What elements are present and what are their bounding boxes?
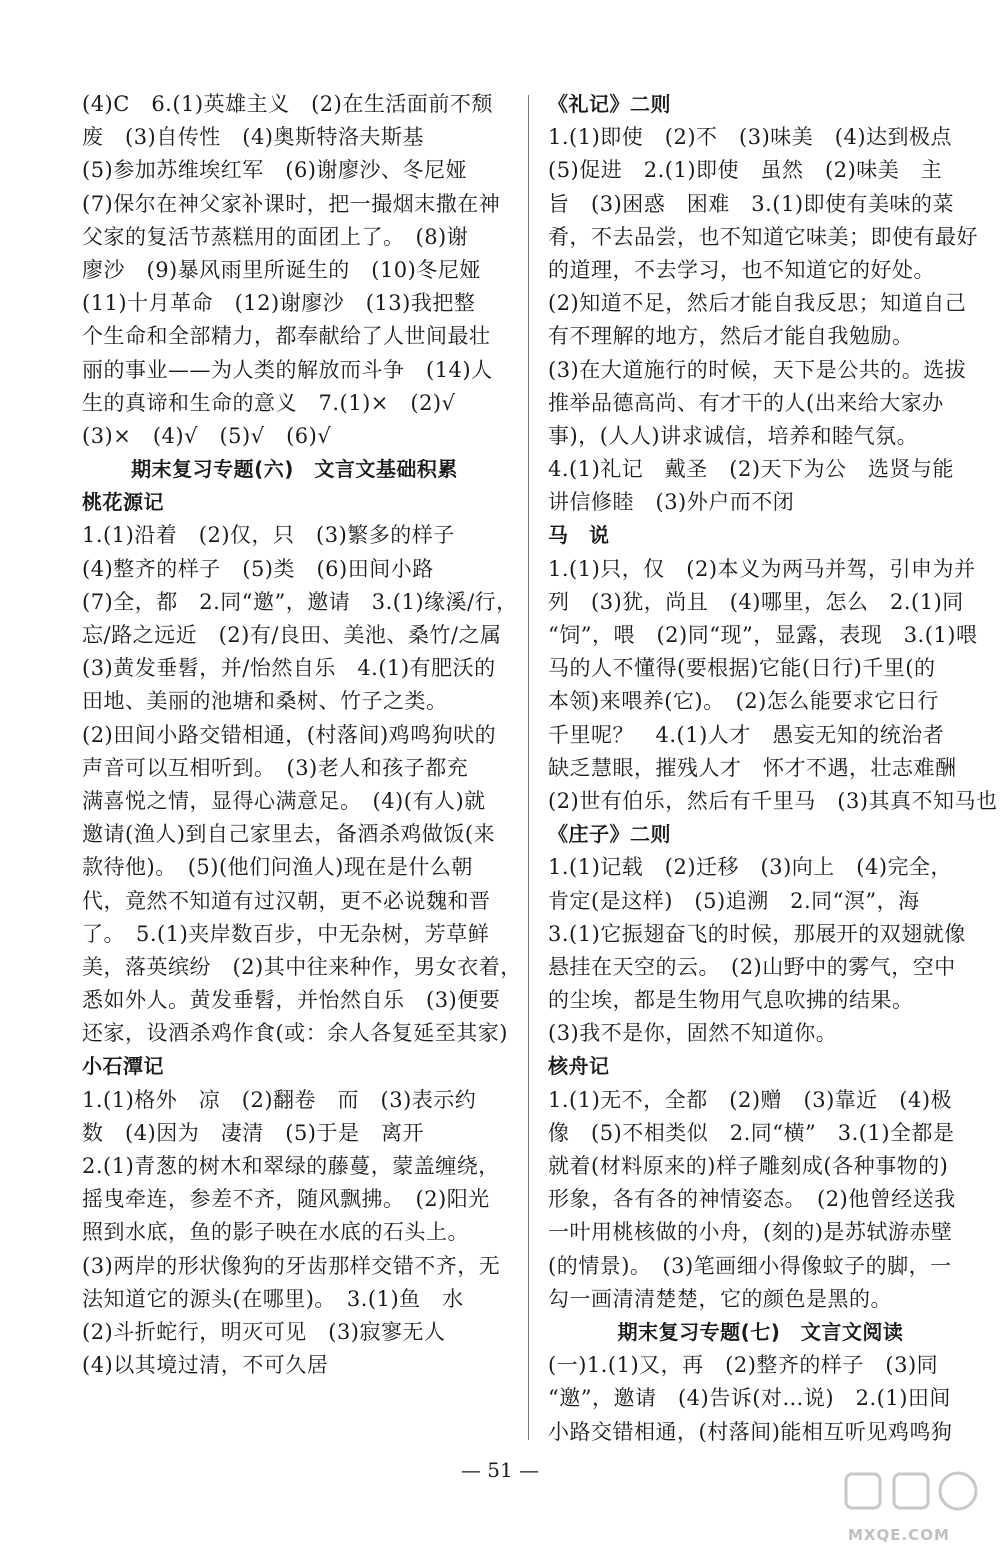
left-line: (2)田间小路交错相通，(村落间)鸡鸣狗吠的 [82,722,497,747]
left-line: 代，竟然不知道有过汉朝，更不必说魏和晋 [82,888,491,913]
left-line: 廖沙 (9)暴风雨里所诞生的 (10)冬尼娅 [82,257,481,282]
left-line: 个生命和全部精力，都奉献给了人世间最壮 [82,324,491,349]
right-column [548,88,998,1449]
right-line: 千里呢？ 4.(1)人才 愚妄无知的统治者 [548,722,945,747]
right-section-heading: 核舟记 [548,1054,610,1079]
left-line: 生的真谛和生命的意义 7.(1)× (2)√ [82,390,456,415]
left-line: 摇曳牵连，参差不齐，随风飘拂。 (2)阳光 [82,1187,490,1212]
right-line: 1.(1)即使 (2)不 (3)味美 (4)达到极点 [548,125,953,150]
left-line: 忘/路之远近 (2)有/良田、美池、桑竹/之属 [82,623,502,647]
left-line: 丽的事业——为人类的解放而斗争 (14)人 [82,357,493,382]
right-line: 1.(1)无不，全都 (2)赠 (3)靠近 (4)极 [548,1087,953,1112]
left-line: (11)十月革命 (12)谢廖沙 (13)我把整 [82,291,476,316]
right-line: 小路交错相通，(村落间)能相互听见鸡鸣狗 [548,1419,953,1444]
left-line: 法知道它的源头(在哪里)。 3.(1)鱼 水 [82,1286,464,1311]
right-line: (2)知道不足，然后才能自我反思；知道自己 [548,291,967,316]
right-line: 3.(1)它振翅奋飞的时候，那展开的双翅就像 [548,921,966,946]
right-line: 事)，(人人)讲求诚信，培养和睦气氛。 [548,423,919,448]
left-line: (4)C 6.(1)英雄主义 (2)在生活面前不颓 [82,92,493,116]
right-line: 悬挂在天空的云。 (2)山野中的雾气，空中 [548,954,956,979]
right-line: “饲”，喂 (2)同“现”，显露，表现 3.(1)喂 [548,623,978,647]
right-line: (5)促进 2.(1)即使 虽然 (2)味美 主 [548,158,943,183]
left-line: 1.(1)格外 凉 (2)翻卷 而 (3)表示约 [82,1087,477,1112]
column-divider [528,95,529,1440]
right-line: 旨 (3)困惑 困难 3.(1)即使有美味的菜 [548,191,955,216]
right-section-heading: 《庄子》二则 [548,822,671,847]
left-line: 满喜悦之情，显得心满意足。 (4)(有人)就 [82,788,486,813]
left-line: (2)斗折蛇行，明灭可见 (3)寂寥无人 [82,1319,446,1344]
right-line: (一)1.(1)又，再 (2)整齐的样子 (3)同 [548,1353,939,1378]
left-line: (3)× (4)√ (5)√ (6)√ [82,423,332,448]
left-line: (3)两岸的形状像狗的牙齿那样交错不齐，无 [82,1253,501,1278]
right-line: (2)世有伯乐，然后有千里马 (3)其真不知马也 [548,788,998,813]
left-line: 声音可以互相听到。 (3)老人和孩子都充 [82,755,469,780]
left-line: (4)整齐的样子 (5)类 (6)田间小路 [82,556,434,581]
left-line: (4)以其境过清，不可久居 [82,1353,329,1378]
right-line: (3)我不是你，固然不知道你。 [548,1021,838,1046]
left-line: 1.(1)沿着 (2)仅，只 (3)繁多的样子 [82,523,455,548]
left-line: 数 (4)因为 凄清 (5)于是 离开 [82,1120,424,1145]
left-line: 2.(1)青葱的树木和翠绿的藤蔓，蒙盖缠绕， [82,1154,500,1178]
right-line: (3)在大道施行的时候，天下是公共的。选拔 [548,357,967,382]
right-line: 马的人不懂得(要根据)它能(日行)千里(的 [548,656,936,681]
left-line: 照到水底，鱼的影子映在水底的石头上。 [82,1220,469,1245]
right-line: 像 (5)不相类似 2.同“横” 3.(1)全都是 [548,1120,955,1145]
left-line: (7)保尔在神父家补课时，把一撮烟末撒在神 [82,191,501,216]
right-line: 1.(1)记载 (2)迁移 (3)向上 (4)完全， [548,855,953,880]
watermark-logo [838,1468,990,1552]
right-line: 的尘埃，都是生物用气息吹拂的结果。 [548,988,914,1013]
right-line: 勾一画清清楚楚，它的颜色是黑的。 [548,1286,892,1311]
right-line: 肯定(是这样) (5)追溯 2.同“溟”，海 [548,888,920,913]
left-section-heading: 桃花源记 [82,490,164,515]
left-line: (5)参加苏维埃红军 (6)谢廖沙、冬尼娅 [82,158,467,183]
right-line: 列 (3)犹，尚且 (4)哪里，怎么 2.(1)同 [548,589,964,614]
right-line: 本领)来喂养(它)。 (2)怎么能要求它日行 [548,689,939,714]
left-line: 款待他)。 (5)(他们问渔人)现在是什么朝 [82,855,473,880]
left-line: 废 (3)自传性 (4)奥斯特洛夫斯基 [82,125,424,150]
left-line: 了。 5.(1)夹岸数百步，中无杂树，芳草鲜 [82,921,490,946]
left-line: 父家的复活节蒸糕用的面团上了。 (8)谢 [82,224,469,249]
left-line: 田地、美丽的池塘和桑树、竹子之类。 [82,689,448,714]
right-line: 有不理解的地方，然后才能自我勉励。 [548,324,914,349]
left-column [82,88,522,1382]
page-number: — 51 — [460,1458,540,1482]
right-line: 1.(1)只，仅 (2)本义为两马并驾，引申为并 [548,556,976,581]
left-line: (7)全，都 2.同“邀”，邀请 3.(1)缘溪/行， [82,589,518,614]
right-chapter-title: 期末复习专题(七) 文言文阅读 [617,1319,904,1344]
right-line: 缺乏慧眼，摧残人才 怀才不遇，壮志难酬 [548,755,957,780]
left-chapter-title: 期末复习专题(六) 文言文基础积累 [131,457,458,482]
right-section-heading: 马 说 [548,523,610,548]
right-line: 4.(1)礼记 戴圣 (2)天下为公 选贤与能 [548,457,955,482]
right-line: (的情景)。 (3)笔画细小得像蚊子的脚，一 [548,1253,952,1278]
left-line: 还家，设酒杀鸡作食(或：余人各复延至其家) [82,1021,508,1046]
left-line: 邀请(渔人)到自己家里去，备酒杀鸡做饭(来 [82,822,496,847]
right-line: 推举品德高尚、有才干的人(出来给大家办 [548,390,944,415]
watermark-icon [846,1473,976,1509]
left-section-heading: 小石潭记 [82,1054,164,1079]
watermark-text: MXQE.COM [848,1526,950,1544]
right-section-heading: 《礼记》二则 [548,92,671,116]
right-line: “邀”，邀请 (4)告诉(对…说) 2.(1)田间 [548,1386,951,1411]
right-line: 一叶用桃核做的小舟，(刻的)是苏轼游赤壁 [548,1220,953,1245]
right-line: 讲信修睦 (3)外户而不闭 [548,490,795,515]
left-line: 美，落英缤纷 (2)其中往来种作，男女衣着， [82,954,522,979]
right-line: 肴，不去品尝，也不知道它味美；即使有最好 [548,224,978,249]
right-line: 的道理，不去学习，也不知道它的好处。 [548,257,935,282]
left-line: (3)黄发垂髫，并/怡然自乐 4.(1)有肥沃的 [82,656,496,681]
left-line: 悉如外人。黄发垂髫，并怡然自乐 (3)便要 [82,988,501,1013]
right-line: 形象，各有各的神情姿态。 (2)他曾经送我 [548,1187,956,1212]
right-line: 就着(材料原来的)样子雕刻成(各种事物的) [548,1154,949,1178]
